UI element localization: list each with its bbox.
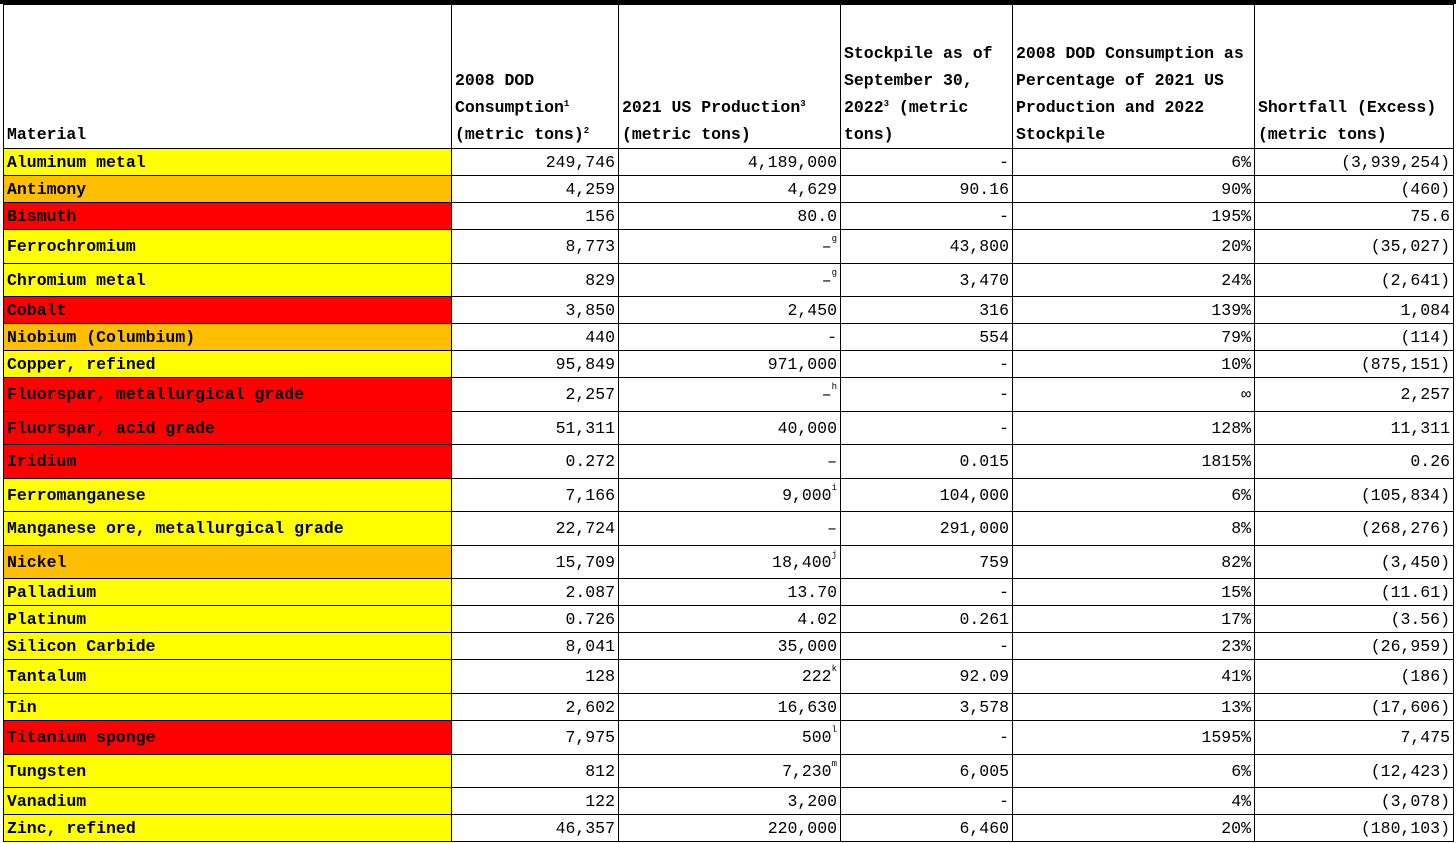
consumption-cell: 249,746 <box>452 149 619 176</box>
table-row <box>4 512 1454 546</box>
consumption-cell: 22,724 <box>452 512 619 546</box>
production-cell: 16,630 <box>619 694 841 721</box>
consumption-cell: 128 <box>452 660 619 694</box>
percentage-cell: 128% <box>1013 412 1255 445</box>
material-cell: Tin <box>4 694 452 721</box>
table-row <box>4 445 1454 479</box>
percentage-cell: 20% <box>1013 815 1255 842</box>
production-cell: 4,629 <box>619 176 841 203</box>
table-row <box>4 815 1454 842</box>
material-cell: Vanadium <box>4 788 452 815</box>
stockpile-cell: - <box>841 579 1013 606</box>
production-cell: 40,000 <box>619 412 841 445</box>
footnote-marker: i <box>831 482 837 493</box>
percentage-cell: 15% <box>1013 579 1255 606</box>
percentage-cell: 79% <box>1013 324 1255 351</box>
material-cell: Titanium sponge <box>4 721 452 755</box>
stockpile-cell: 759 <box>841 546 1013 579</box>
percentage-cell: 6% <box>1013 755 1255 788</box>
shortfall-cell: 1,084 <box>1255 297 1454 324</box>
percentage-cell: 4% <box>1013 788 1255 815</box>
table-row <box>4 378 1454 412</box>
production-cell: 222$^k$ <box>619 660 841 694</box>
table-row <box>4 324 1454 351</box>
material-cell: Nickel <box>4 546 452 579</box>
table-row <box>4 203 1454 230</box>
percentage-cell: 17% <box>1013 606 1255 633</box>
shortfall-cell: (3,450) <box>1255 546 1454 579</box>
footnote-marker: j <box>831 549 837 560</box>
material-cell: Tantalum <box>4 660 452 694</box>
consumption-cell: 3,850 <box>452 297 619 324</box>
consumption-cell: 0.726 <box>452 606 619 633</box>
shortfall-cell: (3,078) <box>1255 788 1454 815</box>
material-cell: Cobalt <box>4 297 452 324</box>
consumption-cell: 2,257 <box>452 378 619 412</box>
percentage-cell: 41% <box>1013 660 1255 694</box>
stockpile-cell: 291,000 <box>841 512 1013 546</box>
table-row <box>4 755 1454 788</box>
production-cell: 7,230$^m$ <box>619 755 841 788</box>
percentage-cell: 8% <box>1013 512 1255 546</box>
table-row <box>4 351 1454 378</box>
percentage-cell: 90% <box>1013 176 1255 203</box>
table-row <box>4 479 1454 512</box>
shortfall-cell: (460) <box>1255 176 1454 203</box>
stockpile-cell: 0.261 <box>841 606 1013 633</box>
stockpile-cell: 6,460 <box>841 815 1013 842</box>
production-cell: 18,400$^j$ <box>619 546 841 579</box>
stockpile-cell: - <box>841 351 1013 378</box>
consumption-cell: 2,602 <box>452 694 619 721</box>
consumption-cell: 46,357 <box>452 815 619 842</box>
percentage-cell: 10% <box>1013 351 1255 378</box>
stockpile-cell: - <box>841 788 1013 815</box>
shortfall-cell: (2,641) <box>1255 264 1454 297</box>
shortfall-cell: (17,606) <box>1255 694 1454 721</box>
table-row <box>4 264 1454 297</box>
consumption-cell: 8,773 <box>452 230 619 264</box>
percentage-cell: 23% <box>1013 633 1255 660</box>
consumption-cell: 829 <box>452 264 619 297</box>
consumption-cell: 15,709 <box>452 546 619 579</box>
header-consumption: 2008 DOD Consumption$^1$ (metric tons)$^2$ <box>452 5 619 149</box>
shortfall-cell: 7,475 <box>1255 721 1454 755</box>
material-cell: Tungsten <box>4 755 452 788</box>
material-cell: Palladium <box>4 579 452 606</box>
table-row <box>4 149 1454 176</box>
production-cell: 2,450 <box>619 297 841 324</box>
percentage-cell: 6% <box>1013 149 1255 176</box>
materials-table <box>3 4 1454 842</box>
material-cell: Copper, refined <box>4 351 452 378</box>
consumption-cell: 812 <box>452 755 619 788</box>
production-cell: – <box>619 445 841 479</box>
percentage-cell: 195% <box>1013 203 1255 230</box>
production-cell: 4,189,000 <box>619 149 841 176</box>
footnote-marker: l <box>831 725 837 735</box>
header-stockpile: Stockpile as of September 30, 2022$^3$ (metric tons) <box>841 5 1013 149</box>
stockpile-cell: 3,470 <box>841 264 1013 297</box>
shortfall-cell: 0.26 <box>1255 445 1454 479</box>
consumption-cell: 51,311 <box>452 412 619 445</box>
stockpile-cell: 90.16 <box>841 176 1013 203</box>
consumption-cell: 7,975 <box>452 721 619 755</box>
footnote-marker: g <box>831 267 837 278</box>
production-cell: 4.02 <box>619 606 841 633</box>
table-row <box>4 660 1454 694</box>
material-cell: Iridium <box>4 445 452 479</box>
stockpile-cell: 92.09 <box>841 660 1013 694</box>
material-cell: Chromium metal <box>4 264 452 297</box>
production-cell: 3,200 <box>619 788 841 815</box>
stockpile-cell: - <box>841 412 1013 445</box>
production-cell: –$^g$ <box>619 230 841 264</box>
material-cell: Zinc, refined <box>4 815 452 842</box>
shortfall-cell: (180,103) <box>1255 815 1454 842</box>
table-row <box>4 230 1454 264</box>
stockpile-cell: 104,000 <box>841 479 1013 512</box>
stockpile-cell: 6,005 <box>841 755 1013 788</box>
percentage-cell: 1815% <box>1013 445 1255 479</box>
shortfall-cell: (114) <box>1255 324 1454 351</box>
stockpile-cell: 3,578 <box>841 694 1013 721</box>
stockpile-cell: 43,800 <box>841 230 1013 264</box>
material-cell: Fluorspar, acid grade <box>4 412 452 445</box>
consumption-cell: 7,166 <box>452 479 619 512</box>
shortfall-cell: (35,027) <box>1255 230 1454 264</box>
table-row <box>4 694 1454 721</box>
production-cell: 500$^l$ <box>619 721 841 755</box>
production-cell: 13.70 <box>619 579 841 606</box>
consumption-cell: 8,041 <box>452 633 619 660</box>
shortfall-cell: (186) <box>1255 660 1454 694</box>
header-percentage: 2008 DOD Consumption as Percentage of 2021 US Production and 2022 Stockpile <box>1013 5 1255 149</box>
header-production: 2021 US Production$^3$ (metric tons) <box>619 5 841 149</box>
shortfall-cell: (3.56) <box>1255 606 1454 633</box>
consumption-cell: 2.087 <box>452 579 619 606</box>
table-row <box>4 546 1454 579</box>
shortfall-cell: 75.6 <box>1255 203 1454 230</box>
stockpile-cell: - <box>841 378 1013 412</box>
consumption-cell: 122 <box>452 788 619 815</box>
table-row <box>4 297 1454 324</box>
table-row <box>4 412 1454 445</box>
table-row <box>4 633 1454 660</box>
consumption-cell: 440 <box>452 324 619 351</box>
percentage-cell: 6% <box>1013 479 1255 512</box>
material-cell: Aluminum metal <box>4 149 452 176</box>
material-cell: Niobium (Columbium) <box>4 324 452 351</box>
material-cell: Bismuth <box>4 203 452 230</box>
shortfall-cell: (12,423) <box>1255 755 1454 788</box>
stockpile-cell: - <box>841 721 1013 755</box>
table-row <box>4 176 1454 203</box>
stockpile-cell: - <box>841 203 1013 230</box>
consumption-cell: 4,259 <box>452 176 619 203</box>
production-cell: 80.0 <box>619 203 841 230</box>
consumption-cell: 95,849 <box>452 351 619 378</box>
material-cell: Fluorspar, metallurgical grade <box>4 378 452 412</box>
percentage-cell: 24% <box>1013 264 1255 297</box>
header-material: Material <box>4 5 452 149</box>
table-row <box>4 579 1454 606</box>
shortfall-cell: (26,959) <box>1255 633 1454 660</box>
shortfall-cell: (268,276) <box>1255 512 1454 546</box>
consumption-cell: 0.272 <box>452 445 619 479</box>
shortfall-cell: (875,151) <box>1255 351 1454 378</box>
table-row <box>4 721 1454 755</box>
stockpile-cell: 554 <box>841 324 1013 351</box>
stockpile-cell: 316 <box>841 297 1013 324</box>
shortfall-cell: (105,834) <box>1255 479 1454 512</box>
production-cell: –$^h$ <box>619 378 841 412</box>
percentage-cell: 20% <box>1013 230 1255 264</box>
percentage-cell: 139% <box>1013 297 1255 324</box>
material-cell: Ferrochromium <box>4 230 452 264</box>
header-row <box>4 5 1454 149</box>
shortfall-cell: 11,311 <box>1255 412 1454 445</box>
header-shortfall: Shortfall (Excess)(metric tons) <box>1255 5 1454 149</box>
footnote-marker: g <box>831 234 837 244</box>
percentage-cell: 82% <box>1013 546 1255 579</box>
production-cell: 220,000 <box>619 815 841 842</box>
percentage-cell: ∞ <box>1013 378 1255 412</box>
production-cell: – <box>619 512 841 546</box>
footnote-marker: h <box>831 382 837 392</box>
table-row <box>4 788 1454 815</box>
production-cell: –$^g$ <box>619 264 841 297</box>
consumption-cell: 156 <box>452 203 619 230</box>
production-cell: 9,000$^i$ <box>619 479 841 512</box>
percentage-cell: 13% <box>1013 694 1255 721</box>
shortfall-cell: 2,257 <box>1255 378 1454 412</box>
stockpile-cell: - <box>841 633 1013 660</box>
production-cell: 971,000 <box>619 351 841 378</box>
material-cell: Silicon Carbide <box>4 633 452 660</box>
material-cell: Ferromanganese <box>4 479 452 512</box>
percentage-cell: 1595% <box>1013 721 1255 755</box>
table-row <box>4 606 1454 633</box>
shortfall-cell: (3,939,254) <box>1255 149 1454 176</box>
footnote-marker: k <box>831 664 837 674</box>
stockpile-cell: - <box>841 149 1013 176</box>
footnote-marker: m <box>831 758 837 769</box>
shortfall-cell: (11.61) <box>1255 579 1454 606</box>
material-cell: Platinum <box>4 606 452 633</box>
stockpile-cell: 0.015 <box>841 445 1013 479</box>
production-cell: 35,000 <box>619 633 841 660</box>
production-cell: - <box>619 324 841 351</box>
material-cell: Manganese ore, metallurgical grade <box>4 512 452 546</box>
material-cell: Antimony <box>4 176 452 203</box>
table-body <box>4 149 1454 842</box>
